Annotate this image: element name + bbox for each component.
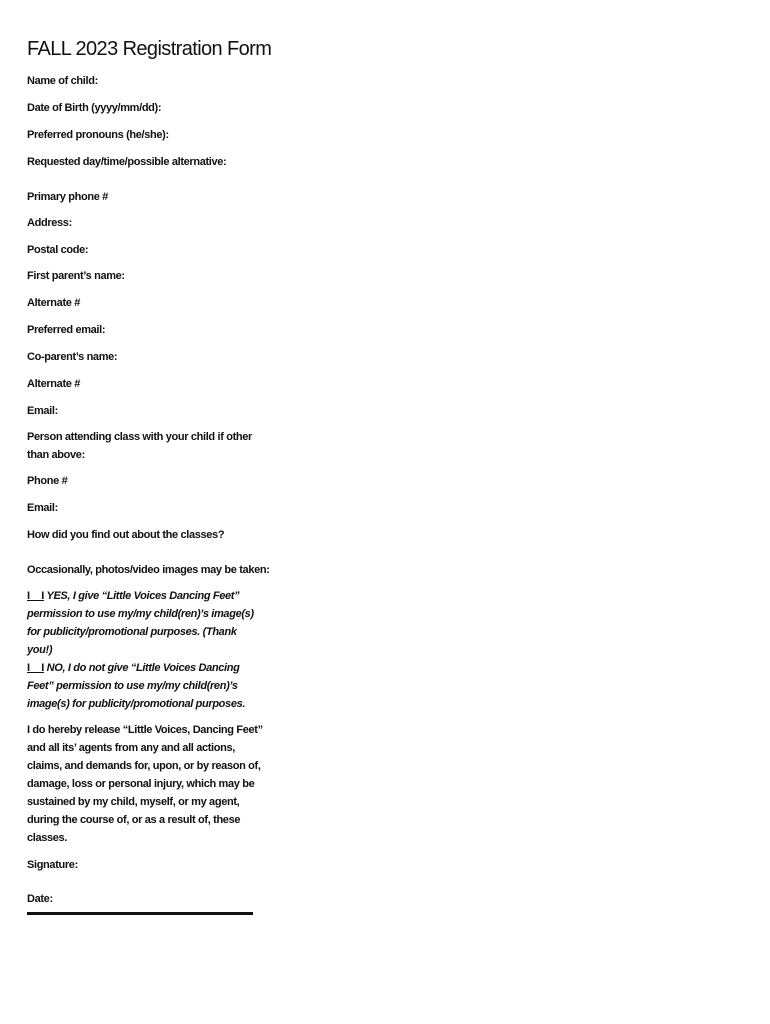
signature-section [27,858,263,906]
first-parent-label: First parent’s name: [27,270,125,282]
dob-label: Date of Birth (yyyy/mm/dd): [27,102,162,114]
primary-phone-label: Primary phone # [27,191,108,203]
email-2-label: Email: [27,502,58,514]
pronouns-label: Preferred pronouns (he/she): [27,129,169,141]
photo-consent [27,587,263,713]
registration-form [27,38,272,906]
co-parent-label: Co-parent’s name: [27,351,118,363]
photo-notice: Occasionally, photos/video images may be taken: [27,564,270,576]
address-label: Address: [27,217,72,229]
consent-no-option [27,659,263,713]
postal-code-label: Postal code: [27,244,89,256]
consent-yes-option [27,587,263,659]
phone-label: Phone # [27,475,68,487]
form-fields [27,74,270,577]
consent-yes-text: YES, I give “Little Voices Dancing Feet” permission to use my/my child(ren)’s image(s) for publicity/promotional purposes. (Thank you!) [27,590,254,656]
signature-line [27,912,253,915]
consent-no-checkbox[interactable]: I__I [27,662,44,674]
date-label: Date: [27,893,53,905]
requested-time-label: Requested day/time/possible alternative: [27,156,227,168]
preferred-email-label: Preferred email: [27,324,106,336]
alternate-phone-1-label: Alternate # [27,297,81,309]
email-1-label: Email: [27,405,58,417]
liability-release: I do hereby release “Little Voices, Dancing Feet” and all its’ agents from any and all actions, claims, and demands for, upon, or by reason of, damage, loss or personal injury, which may be sustained by my child, myself, or my agent, during the course of, or as a result of, these classes. [27,724,263,844]
form-title: FALL 2023 Registration Form [27,38,272,60]
alternate-phone-2-label: Alternate # [27,378,81,390]
attending-person-label: Person attending class with your child if other than above: [27,431,252,461]
consent-no-text: NO, I do not give “Little Voices Dancing Feet” permission to use my/my child(ren)’s image(s) for publicity/promotional purposes. [27,662,246,710]
child-name-label: Name of child: [27,75,98,87]
consent-yes-checkbox[interactable]: I__I [27,590,44,602]
how-found-label: How did you find out about the classes? [27,529,225,541]
signature-label: Signature: [27,859,78,871]
